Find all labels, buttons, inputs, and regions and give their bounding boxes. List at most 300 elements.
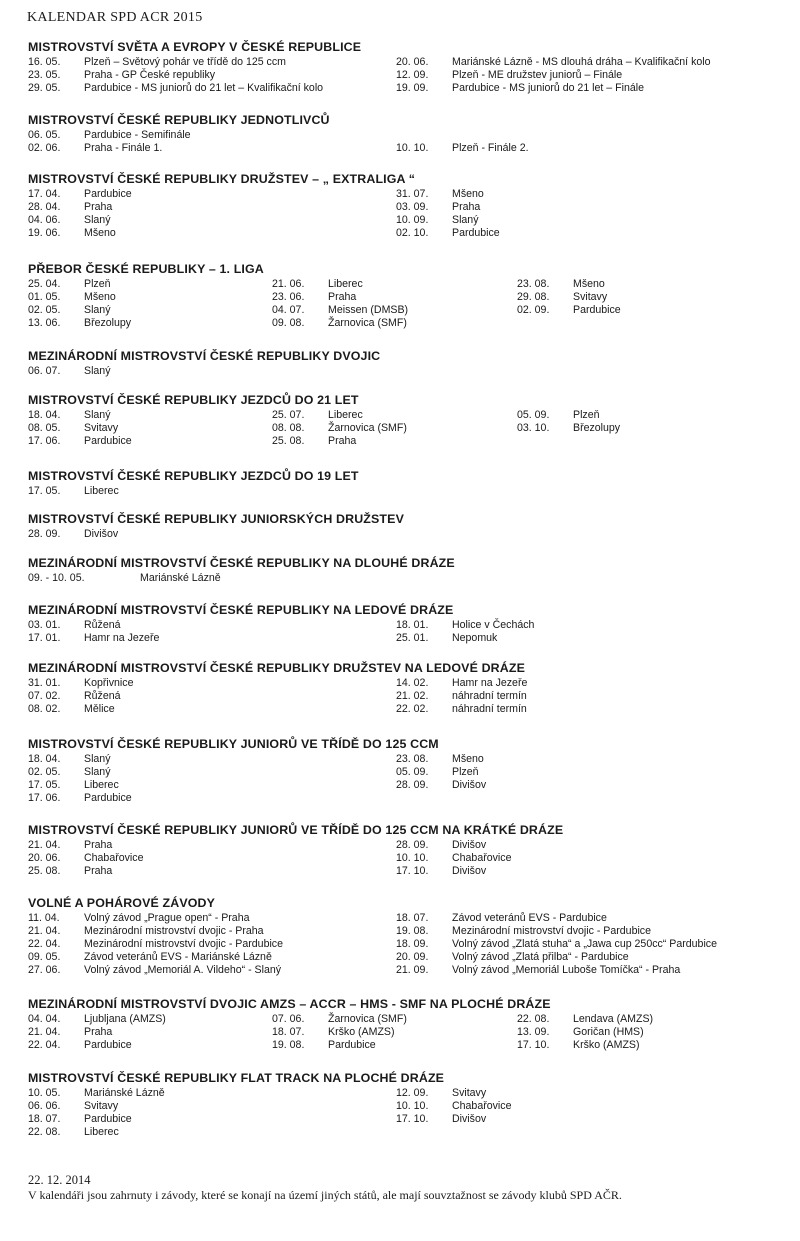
event-row (28, 703, 133, 716)
event-place: náhradní termín (452, 703, 527, 715)
event-date: 04. 07. (272, 304, 305, 316)
event-date: 17. 10. (396, 1113, 429, 1125)
event-place: Pardubice (328, 1039, 376, 1051)
event-date: 21. 09. (396, 964, 429, 976)
event-place: Mezinárodní mistrovství dvojic - Pardubice (452, 925, 652, 937)
event-row (396, 214, 500, 227)
event-place: Pardubice (452, 227, 500, 239)
event-date: 28. 09. (396, 779, 429, 791)
event-place: Závod veteránů EVS - Pardubice (452, 912, 607, 924)
event-row (396, 964, 717, 977)
event-date: 29. 05. (28, 82, 61, 94)
event-date: 04. 06. (28, 214, 61, 226)
event-row (272, 409, 407, 422)
event-place: Chabařovice (452, 1100, 512, 1112)
event-place: Mariánské Lázně (140, 572, 221, 584)
event-column (28, 129, 191, 155)
event-place: Mšeno (452, 753, 484, 765)
event-row (396, 865, 511, 878)
event-date: 06. 07. (28, 365, 61, 377)
event-place: Holice v Čechách (452, 619, 535, 631)
event-place: Březolupy (573, 422, 621, 434)
calendar-section (28, 512, 788, 541)
event-column (517, 1013, 653, 1052)
event-date: 21. 02. (396, 690, 429, 702)
event-column (28, 912, 283, 977)
event-date: 28. 04. (28, 201, 61, 213)
event-row (28, 852, 143, 865)
event-row (396, 951, 717, 964)
event-date: 09. 08. (272, 317, 305, 329)
event-place: Svitavy (84, 422, 119, 434)
event-place: Mezinárodní mistrovství dvojic - Pardubice (84, 938, 284, 950)
event-date: 10. 10. (396, 1100, 429, 1112)
event-date: 23. 08. (517, 278, 550, 290)
event-place: Liberec (84, 485, 119, 497)
event-place: Volný závod „Prague open“ - Praha (84, 912, 250, 924)
event-place: Plzeň – Světový pohár ve třídě do 125 ccm (84, 56, 286, 68)
event-column (396, 677, 527, 716)
calendar-section (28, 469, 788, 498)
section-heading: MISTROVSTVÍ ČESKÉ REPUBLIKY JUNIORSKÝCH DRUŽSTEV (28, 512, 404, 526)
event-date: 22. 04. (28, 1039, 61, 1051)
section-heading: MEZINÁRODNÍ MISTROVSTVÍ ČESKÉ REPUBLIKY NA DLOUHÉ DRÁZE (28, 556, 455, 570)
event-date: 11. 04. (28, 912, 60, 924)
event-row (396, 201, 500, 214)
event-date: 16. 05. (28, 56, 61, 68)
event-date: 22. 08. (517, 1013, 550, 1025)
event-place: Liberec (84, 779, 119, 791)
section-heading: MISTROVSTVÍ ČESKÉ REPUBLIKY DRUŽSTEV – „ EXTRALIGA “ (28, 172, 416, 186)
event-place: Plzeň - ME družstev juniorů – Finále (452, 69, 623, 81)
event-row (28, 201, 132, 214)
event-place: Růžená (84, 619, 121, 631)
event-date: 10. 10. (396, 142, 429, 154)
event-date: 10. 09. (396, 214, 429, 226)
event-row (396, 753, 486, 766)
event-date: 19. 08. (396, 925, 429, 937)
event-place: Divišov (452, 865, 487, 877)
event-row (28, 912, 283, 925)
event-row (28, 528, 118, 541)
event-date: 22. 04. (28, 938, 61, 950)
calendar-section (28, 393, 788, 448)
event-place: Meissen (DMSB) (328, 304, 409, 316)
event-place: Volný závod „Memoriál Luboše Tomíčka“ - Praha (452, 964, 681, 976)
event-place: Svitavy (573, 291, 608, 303)
event-place: Slaný (84, 214, 111, 226)
event-date: 21. 04. (28, 1026, 61, 1038)
event-row (396, 69, 711, 82)
event-row (517, 422, 620, 435)
event-date: 23. 05. (28, 69, 61, 81)
event-date: 09. - 10. 05. (28, 572, 85, 584)
event-row (28, 865, 143, 878)
section-heading: PŘEBOR ČESKÉ REPUBLIKY – 1. LIGA (28, 262, 264, 276)
event-date: 13. 09. (517, 1026, 550, 1038)
event-row (28, 214, 132, 227)
event-date: 07. 06. (272, 1013, 305, 1025)
event-row (272, 422, 407, 435)
event-date: 03. 10. (517, 422, 550, 434)
event-row (396, 188, 500, 201)
event-date: 20. 09. (396, 951, 429, 963)
event-date: 07. 02. (28, 690, 61, 702)
calendar-section (28, 737, 788, 805)
event-place: Divišov (84, 528, 119, 540)
event-row (28, 1039, 166, 1052)
event-row (517, 1026, 653, 1039)
event-date: 17. 05. (28, 485, 61, 497)
event-place: Krško (AMZS) (328, 1026, 395, 1038)
event-place: Hamr na Jezeře (452, 677, 528, 689)
event-column (28, 56, 323, 95)
section-heading: MEZINÁRODNÍ MISTROVSTVÍ ČESKÉ REPUBLIKY DRUŽSTEV NA LEDOVÉ DRÁZE (28, 661, 526, 675)
event-place: Růžená (84, 690, 121, 702)
event-date: 10. 10. (396, 852, 429, 864)
event-row (396, 56, 711, 69)
event-column (28, 839, 143, 878)
calendar-section (28, 1071, 788, 1139)
event-row (28, 485, 119, 498)
event-date: 02. 10. (396, 227, 429, 239)
event-place: Praha (328, 435, 357, 447)
event-row (272, 317, 408, 330)
event-place: Mariánské Lázně - MS dlouhá dráha – Kvalifikační kolo (452, 56, 711, 68)
event-date: 22. 02. (396, 703, 429, 715)
event-row (28, 227, 132, 240)
event-column (517, 278, 621, 317)
event-place: Pardubice (573, 304, 621, 316)
event-row (396, 1087, 511, 1100)
event-place: Chabařovice (452, 852, 512, 864)
calendar-section (28, 556, 788, 585)
event-column (28, 1087, 165, 1139)
event-place: Plzeň (452, 766, 479, 778)
section-heading: MISTROVSTVÍ ČESKÉ REPUBLIKY JUNIORŮ VE TŘÍDĚ DO 125 CCM NA KRÁTKÉ DRÁZE (28, 823, 564, 837)
event-row (28, 129, 191, 142)
event-date: 17. 01. (28, 632, 61, 644)
event-place: Mšeno (84, 291, 116, 303)
event-row (396, 703, 527, 716)
event-row (28, 792, 132, 805)
event-date: 25. 01. (396, 632, 429, 644)
event-place: Praha (328, 291, 357, 303)
event-date: 28. 09. (396, 839, 429, 851)
event-row (28, 677, 133, 690)
event-row (517, 291, 621, 304)
section-heading: MISTROVSTVÍ ČESKÉ REPUBLIKY JUNIORŮ VE TŘÍDĚ DO 125 CCM (28, 737, 439, 751)
calendar-section (28, 262, 788, 330)
event-date: 18. 01. (396, 619, 429, 631)
event-date: 02. 05. (28, 304, 61, 316)
event-row (517, 1013, 653, 1026)
event-row (272, 1026, 407, 1039)
event-date: 10. 05. (28, 1087, 61, 1099)
event-place: Lendava (AMZS) (573, 1013, 654, 1025)
event-row (396, 142, 529, 155)
event-place: Pardubice (84, 188, 132, 200)
event-date: 19. 08. (272, 1039, 305, 1051)
event-row (396, 779, 486, 792)
calendar-section (28, 661, 788, 716)
event-place: Nepomuk (452, 632, 498, 644)
event-date: 05. 09. (396, 766, 429, 778)
event-date: 25. 08. (28, 865, 61, 877)
event-place: Žarnovica (SMF) (328, 1013, 407, 1025)
event-row (272, 1039, 407, 1052)
event-column (28, 528, 118, 541)
event-row (272, 278, 408, 291)
event-place: Praha - GP České republiky (84, 69, 216, 81)
event-column (396, 129, 529, 155)
event-column (28, 278, 131, 330)
event-date: 03. 01. (28, 619, 61, 631)
event-row (28, 142, 191, 155)
event-column (396, 619, 534, 645)
event-row (28, 188, 132, 201)
event-place: Slaný (84, 365, 111, 377)
event-date: 18. 07. (28, 1113, 61, 1125)
event-date: 06. 06. (28, 1100, 61, 1112)
event-date: 17. 10. (517, 1039, 550, 1051)
event-row (28, 1100, 165, 1113)
event-row (28, 690, 133, 703)
event-place: Mšeno (452, 188, 484, 200)
event-row (28, 572, 221, 585)
event-row (396, 632, 534, 645)
event-column (272, 278, 408, 330)
event-date: 21. 04. (28, 839, 61, 851)
event-date: 02. 09. (517, 304, 550, 316)
event-row (396, 912, 717, 925)
event-date: 17. 05. (28, 779, 61, 791)
event-place: Mělice (84, 703, 115, 715)
event-date: 06. 05. (28, 129, 61, 141)
event-row (28, 435, 132, 448)
event-row (396, 925, 717, 938)
event-place: Pardubice (84, 1113, 132, 1125)
event-row (396, 938, 717, 951)
event-date: 31. 01. (28, 677, 61, 689)
event-date: 09. 05. (28, 951, 61, 963)
event-date: 04. 04. (28, 1013, 61, 1025)
event-place: Krško (AMZS) (573, 1039, 640, 1051)
event-place: Mezinárodní mistrovství dvojic - Praha (84, 925, 264, 937)
event-date: 22. 08. (28, 1126, 61, 1138)
event-place: Divišov (452, 779, 487, 791)
event-date: 28. 09. (28, 528, 61, 540)
event-column (28, 409, 132, 448)
calendar-section (28, 113, 788, 155)
section-heading: MISTROVSTVÍ ČESKÉ REPUBLIKY JEZDCŮ DO 21 LET (28, 393, 359, 407)
calendar-section (28, 603, 788, 645)
section-heading: MEZINÁRODNÍ MISTROVSTVÍ ČESKÉ REPUBLIKY NA LEDOVÉ DRÁZE (28, 603, 454, 617)
event-date: 20. 06. (396, 56, 429, 68)
event-row (28, 951, 283, 964)
event-row (28, 422, 132, 435)
event-column (28, 753, 132, 805)
calendar-section (28, 823, 788, 878)
event-row (396, 1100, 511, 1113)
event-date: 18. 07. (396, 912, 429, 924)
event-date: 25. 08. (272, 435, 305, 447)
event-row (28, 56, 323, 69)
event-row (28, 925, 283, 938)
event-row (28, 1126, 165, 1139)
event-date: 31. 07. (396, 188, 429, 200)
document-title: KALENDAR SPD ACR 2015 (27, 10, 203, 25)
event-row (28, 938, 283, 951)
event-column (28, 677, 133, 716)
event-row (28, 1013, 166, 1026)
event-place: Svitavy (84, 1100, 119, 1112)
event-row (272, 304, 408, 317)
event-date: 29. 08. (517, 291, 550, 303)
event-place: Březolupy (84, 317, 132, 329)
event-place: Mšeno (573, 278, 605, 290)
calendar-section (28, 896, 788, 977)
event-place: Praha (84, 1026, 113, 1038)
event-place: Pardubice (84, 435, 132, 447)
event-row (396, 690, 527, 703)
event-date: 08. 02. (28, 703, 61, 715)
event-place: Slaný (84, 766, 111, 778)
section-heading: MISTROVSTVÍ ČESKÉ REPUBLIKY JEZDCŮ DO 19 LET (28, 469, 359, 483)
event-place: Liberec (84, 1126, 119, 1138)
event-date: 21. 06. (272, 278, 305, 290)
event-place: Hamr na Jezeře (84, 632, 160, 644)
event-place: Slaný (84, 304, 111, 316)
event-place: Slaný (84, 753, 111, 765)
event-column (396, 839, 511, 878)
event-row (517, 304, 621, 317)
event-row (396, 839, 511, 852)
event-place: Praha (84, 865, 113, 877)
event-date: 13. 06. (28, 317, 61, 329)
event-row (396, 1113, 511, 1126)
event-row (28, 1026, 166, 1039)
event-row (272, 1013, 407, 1026)
footer-note: V kalendáři jsou zahrnuty i závody, které se konají na území jiných států, ale mají souvztažnost se závody klubů SPD AČR. (28, 1188, 622, 1202)
event-place: Divišov (452, 1113, 487, 1125)
event-row (28, 779, 132, 792)
event-date: 18. 04. (28, 409, 61, 421)
section-heading: MISTROVSTVÍ ČESKÉ REPUBLIKY FLAT TRACK NA PLOCHÉ DRÁZE (28, 1071, 445, 1085)
event-row (396, 677, 527, 690)
event-row (396, 129, 529, 142)
event-date: 12. 09. (396, 69, 429, 81)
event-place: Slaný (84, 409, 111, 421)
event-row (517, 278, 621, 291)
event-row (396, 766, 486, 779)
event-row (28, 766, 132, 779)
section-heading: VOLNÉ A POHÁROVÉ ZÁVODY (28, 896, 216, 910)
event-row (28, 753, 132, 766)
event-date: 02. 05. (28, 766, 61, 778)
section-heading: MISTROVSTVÍ ČESKÉ REPUBLIKY JEDNOTLIVCŮ (28, 113, 330, 127)
event-row (28, 365, 111, 378)
event-date: 25. 07. (272, 409, 305, 421)
event-date: 03. 09. (396, 201, 429, 213)
event-place: Praha (84, 839, 113, 851)
event-date: 23. 08. (396, 753, 429, 765)
event-date: 25. 04. (28, 278, 61, 290)
event-column (396, 56, 711, 95)
event-row (28, 1087, 165, 1100)
event-date: 18. 07. (272, 1026, 305, 1038)
event-row (28, 964, 283, 977)
event-place: Kopřivnice (84, 677, 134, 689)
event-row (396, 227, 500, 240)
event-place: Praha - Finále 1. (84, 142, 163, 154)
event-place: Žarnovica (SMF) (328, 317, 407, 329)
event-place: Pardubice (84, 792, 132, 804)
event-date: 17. 06. (28, 435, 61, 447)
event-column (28, 1013, 166, 1052)
calendar-section (28, 172, 788, 240)
event-date: 23. 06. (272, 291, 305, 303)
event-row (28, 409, 132, 422)
section-heading: MEZINÁRODNÍ MISTROVSTVÍ DVOJIC AMZS – ACCR – HMS - SMF NA PLOCHÉ DRÁZE (28, 997, 551, 1011)
event-date: 17. 10. (396, 865, 429, 877)
event-column (272, 1013, 407, 1052)
event-row (28, 619, 159, 632)
event-date: 18. 09. (396, 938, 429, 950)
event-column (28, 188, 132, 240)
event-place: Praha (452, 201, 481, 213)
event-row (396, 619, 534, 632)
event-row (517, 1039, 653, 1052)
event-column (272, 409, 407, 448)
event-date: 14. 02. (396, 677, 429, 689)
event-place: Praha (84, 201, 113, 213)
event-place: Mšeno (84, 227, 116, 239)
event-date: 20. 06. (28, 852, 61, 864)
event-column (396, 753, 486, 792)
event-date: 01. 05. (28, 291, 61, 303)
event-row (28, 278, 131, 291)
event-date: 19. 06. (28, 227, 61, 239)
event-row (396, 852, 511, 865)
event-row (517, 409, 620, 422)
event-column (396, 1087, 511, 1126)
event-row (28, 82, 323, 95)
event-date: 02. 06. (28, 142, 61, 154)
calendar-section (28, 997, 788, 1052)
event-place: Závod veteránů EVS - Mariánské Lázně (84, 951, 272, 963)
event-place: Mariánské Lázně (84, 1087, 165, 1099)
footer-date: 22. 12. 2014 (28, 1173, 91, 1187)
event-place: Plzeň - Finále 2. (452, 142, 529, 154)
event-date: 18. 04. (28, 753, 61, 765)
section-heading: MEZINÁRODNÍ MISTROVSTVÍ ČESKÉ REPUBLIKY DVOJIC (28, 349, 381, 363)
event-date: 05. 09. (517, 409, 550, 421)
section-heading: MISTROVSTVÍ SVĚTA A EVROPY V ČESKÉ REPUBLICE (28, 40, 362, 54)
event-date: 19. 09. (396, 82, 429, 94)
event-column (396, 912, 717, 977)
event-place: Ljubljana (AMZS) (84, 1013, 166, 1025)
event-date: 17. 06. (28, 792, 61, 804)
event-place: Pardubice - MS juniorů do 21 let – Kvalifikační kolo (84, 82, 324, 94)
event-column (28, 365, 111, 378)
event-place: Goričan (HMS) (573, 1026, 644, 1038)
calendar-section (28, 40, 788, 95)
event-column (28, 619, 159, 645)
event-place: Žarnovica (SMF) (328, 422, 407, 434)
event-row (28, 1113, 165, 1126)
event-column (396, 188, 500, 240)
